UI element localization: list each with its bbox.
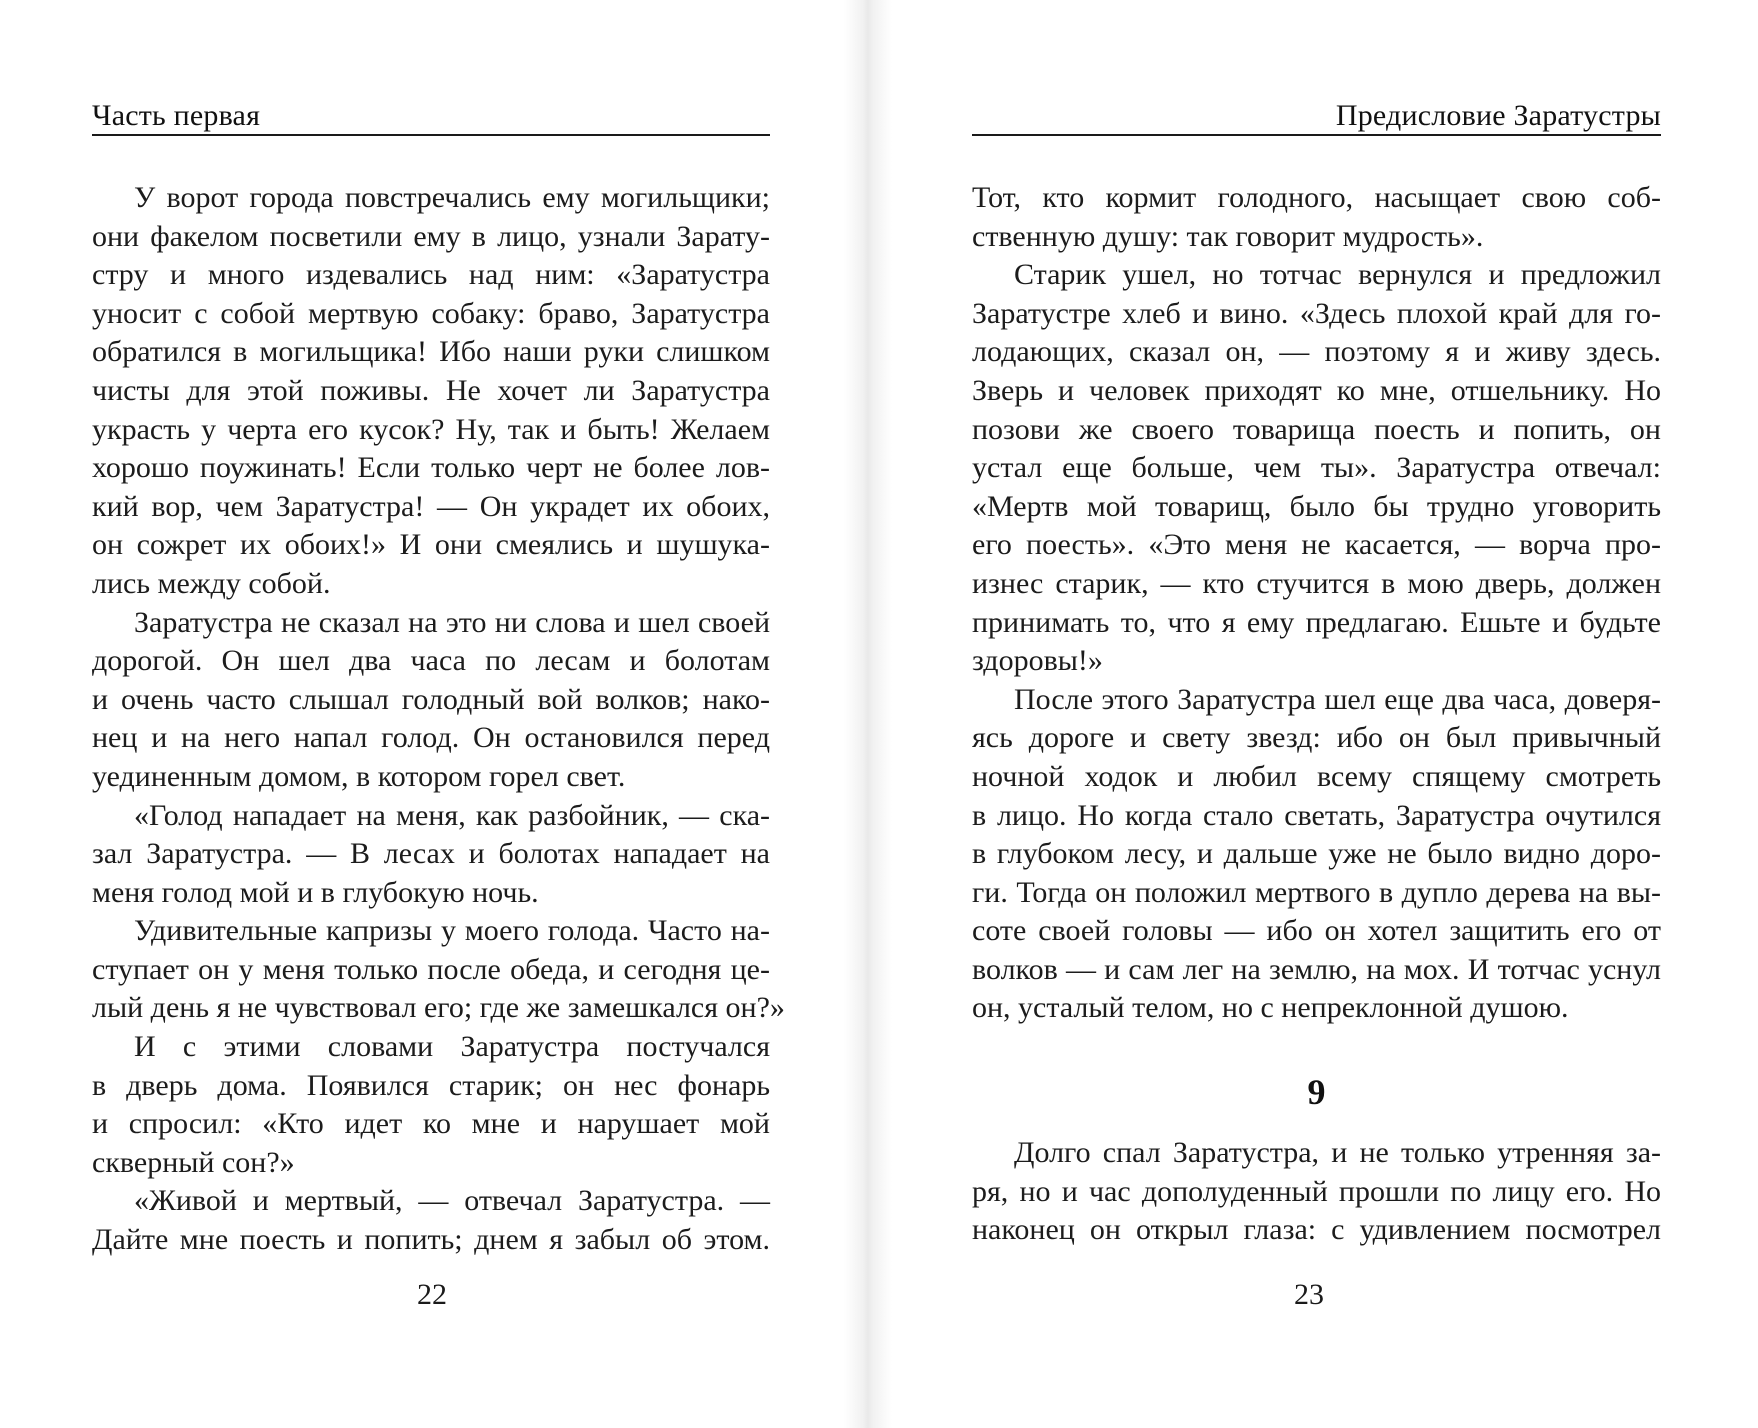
text-line: соте своей головы — ибо он хотел защитить его от bbox=[972, 914, 1661, 948]
section-heading: 9 bbox=[1307, 1072, 1326, 1112]
page-number-right: 23 bbox=[1294, 1278, 1324, 1311]
text-line: После этого Заратустра шел еще два часа, доверя- bbox=[1014, 682, 1661, 716]
right-page-body-continued bbox=[972, 1134, 1661, 1250]
text-line: он сожрет их обоих!» И они смеялись и шушука- bbox=[92, 528, 770, 562]
text-line: изнес старик, — кто стучится в мою дверь, должен bbox=[972, 566, 1661, 600]
text-line: Дайте мне поесть и попить; днем я забыл об этом. bbox=[92, 1223, 770, 1257]
text-line: в дверь дома. Появился старик; он нес фонарь bbox=[92, 1068, 770, 1102]
text-line: Зверь и человек приходят ко мне, отшельнику. Но bbox=[972, 373, 1661, 407]
text-line: ясь дороге и свету звезд: ибо он был привычный bbox=[972, 721, 1661, 755]
text-line: ря, но и час дополуденный прошли по лицу его. Но bbox=[972, 1174, 1661, 1208]
right-page bbox=[868, 0, 1758, 1428]
text-line: в глубоком лесу, и дальше уже не было видно доро- bbox=[972, 837, 1661, 871]
text-line: меня голод мой и в глубокую ночь. bbox=[92, 875, 539, 909]
text-line: «Живой и мертвый, — отвечал Заратустра. — bbox=[134, 1184, 770, 1218]
text-line: лись между собой. bbox=[92, 566, 331, 600]
text-line: здоровы!» bbox=[972, 644, 1103, 678]
running-head-right: Предисловие Заратустры bbox=[1335, 99, 1661, 132]
text-line: в лицо. Но когда стало светать, Заратустра очутился bbox=[972, 798, 1661, 832]
text-line: кий вор, чем Заратустра! — Он украдет их обоих, bbox=[92, 489, 770, 523]
text-line: Удивительные капризы у моего голода. Часто на- bbox=[134, 914, 770, 948]
text-line: волков — и сам лег на землю, на мох. И тотчас уснул bbox=[972, 952, 1661, 986]
text-line: уносит с собой мертвую собаку: браво, Заратустра bbox=[92, 296, 770, 330]
text-line: и спросил: «Кто идет ко мне и нарушает мой bbox=[92, 1107, 770, 1141]
header-rule-left bbox=[92, 134, 770, 136]
text-line: лодающих, сказал он, — поэтому я и живу здесь. bbox=[972, 335, 1661, 369]
text-line: обратился в могильщика! Ибо наши руки слишком bbox=[92, 335, 770, 369]
text-line: ги. Тогда он положил мертвого в дупло дерева на вы- bbox=[972, 875, 1661, 909]
text-line: позови же своего товарища поесть и попить, он bbox=[972, 412, 1661, 446]
text-line: чисты для этой поживы. Не хочет ли Заратустра bbox=[92, 373, 770, 407]
text-line: скверный сон?» bbox=[92, 1145, 295, 1179]
running-head-left: Часть первая bbox=[92, 99, 261, 132]
left-page bbox=[0, 0, 868, 1428]
text-line: хорошо поужинать! Если только черт не более лов- bbox=[92, 451, 770, 485]
text-line: Заратустре хлеб и вино. «Здесь плохой край для го- bbox=[972, 296, 1661, 330]
text-line: и очень часто слышал голодный вой волков; нако- bbox=[92, 682, 770, 716]
text-line: нец и на него напал голод. Он остановился перед bbox=[92, 721, 770, 755]
text-line: уединенным домом, в котором горел свет. bbox=[92, 759, 626, 793]
text-line: зал Заратустра. — В лесах и болотах нападает на bbox=[92, 837, 770, 871]
text-line: устал еще больше, чем ты». Заратустра отвечал: bbox=[972, 451, 1661, 485]
page-number-left: 22 bbox=[417, 1278, 447, 1311]
text-line: «Мертв мой товарищ, было бы трудно уговорить bbox=[972, 489, 1661, 523]
book-spine-gutter bbox=[844, 0, 892, 1428]
text-line: «Голод нападает на меня, как разбойник, — ска- bbox=[134, 798, 770, 832]
text-line: украсть у черта его кусок? Ну, так и быть! Желаем bbox=[92, 412, 770, 446]
text-line: они факелом посветили ему в лицо, узнали Зарату- bbox=[92, 219, 770, 253]
text-line: стру и много издевались над ним: «Заратустра bbox=[92, 258, 770, 292]
text-line: его поесть». «Это меня не касается, — ворча про- bbox=[972, 528, 1661, 562]
header-rule-right bbox=[972, 134, 1661, 136]
text-line: он, усталый телом, но с непреклонной душою. bbox=[972, 991, 1569, 1025]
text-line: ночной ходок и любил всему спящему смотреть bbox=[972, 759, 1661, 793]
left-page-body bbox=[92, 179, 785, 1260]
text-line: ственную душу: так говорит мудрость». bbox=[972, 219, 1484, 253]
text-line: И с этими словами Заратустра постучался bbox=[134, 1030, 770, 1064]
text-line: Заратустра не сказал на это ни слова и шел своей bbox=[134, 605, 770, 639]
text-line: дорогой. Он шел два часа по лесам и болотам bbox=[92, 644, 770, 678]
text-line: Долго спал Заратустра, и не только утренняя за- bbox=[1014, 1136, 1661, 1169]
right-page-body bbox=[972, 179, 1661, 1028]
text-line: Старик ушел, но тотчас вернулся и предложил bbox=[1014, 258, 1661, 292]
text-line: наконец он открыл глаза: с удивлением посмотрел bbox=[972, 1213, 1661, 1247]
text-line: лый день я не чувствовал его; где же замешкался он?» bbox=[92, 991, 785, 1025]
text-line: Тот, кто кормит голодного, насыщает свою соб- bbox=[972, 181, 1661, 214]
text-line: принимать то, что я ему предлагаю. Ешьте и будьте bbox=[972, 605, 1661, 639]
text-line: ступает он у меня только после обеда, и сегодня це- bbox=[92, 952, 770, 986]
text-line: У ворот города повстречались ему могильщики; bbox=[134, 181, 770, 214]
